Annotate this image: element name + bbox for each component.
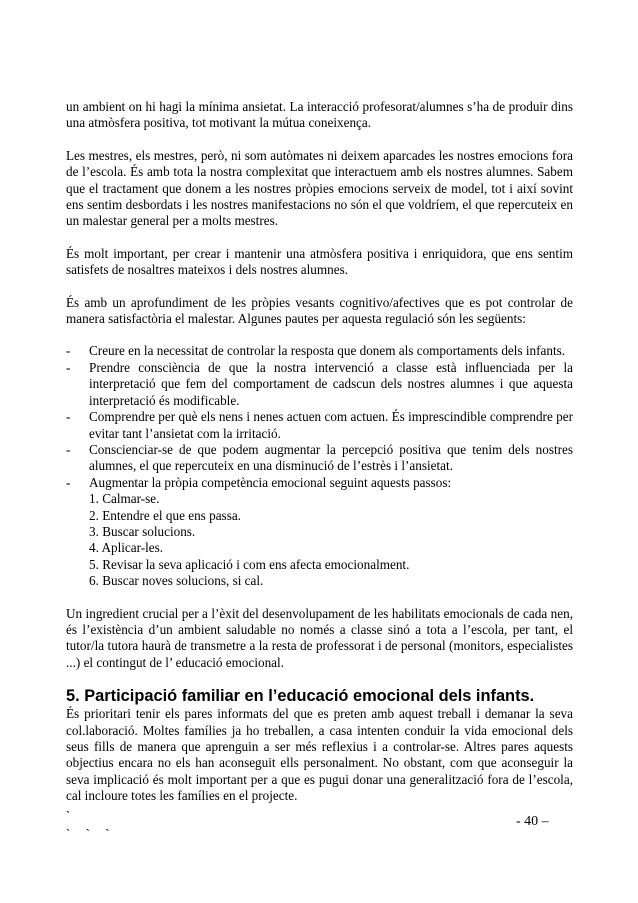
- step-item: 3. Buscar solucions.: [89, 523, 196, 539]
- step-item: 2. Entendre el que ens passa.: [89, 507, 241, 523]
- paragraph-positive-atmosphere: És molt important, per crear i mantenir una atmòsfera positiva i enriquidora, que ens sentim satisfets de nosaltres mateixos i dels nostres alumnes.: [66, 245, 573, 278]
- paragraph-intro: un ambient on hi hagi la mínima ansietat. La interacció profesorat/alumnes s’ha de produir dins una atmòsfera positiva, tot motivant la mútua coneixença.: [66, 99, 573, 131]
- section-heading: 5. Participació familiar en l’educació emocional dels infants.: [66, 687, 535, 706]
- section-paragraph: És prioritari tenir els pares informats del que es preten amb aquest treball i demanar la seva col.laboració. Moltes famílies ja ho treballen, a casa intenten conduir la vida emocional dels seus fills de manera que aprenguin a ser més reflexius i a controlar-se. Altres pares aquests objectius encara no els han aconseguit ells personalment. No obstant, com que aconseguir la seva implicació és molt important per a que es pugui donar una generalització fora de l’escola, cal incloure totes les famílies en el projecte.: [66, 706, 573, 804]
- step-item: 4. Aplicar-les.: [89, 540, 164, 556]
- list-item-label: Augmentar la pròpia competència emocional seguint aquests passos:: [89, 474, 452, 490]
- steps-list: [89, 491, 573, 589]
- page-content: [66, 99, 573, 821]
- list-item: - Conscienciar-se de que podem augmentar la percepció positiva que tenim dels nostres alumnes, el que repercuteix en una disminució de l’estrès i l’ansietat.: [66, 442, 573, 475]
- step-item: 1. Calmar-se.: [89, 491, 160, 507]
- list-item-with-steps: [66, 475, 573, 590]
- paragraph-teachers-emotions: Les mestres, els mestres, però, ni som autòmates ni deixem aparcades les nostres emocions fora de l’escola. És amb tota la nostra complexitat que interactuem amb els nostres alumnes. Sabem que el tractament que donem a les nostres pròpies emocions serveix de model, tot i així sovint ens sentim desbordats i les nostres manifestacions no són el que voldríem, el que repercuteix en un malestar general per a molts mestres.: [66, 147, 573, 229]
- guidelines-list: [66, 343, 573, 589]
- paragraph-closing: Un ingredient crucial per a l’èxit del desenvolupament de les habilitats emocionals de cada nen, és l’existència d’un ambient saludable no només a classe sinó a tota a l’escola, per tant, el tutor/la tutora haurà de transmetre a la resta de professorat i de personal (monitors, especialistes ...) el contingut de l’ educació emocional.: [66, 605, 573, 670]
- paragraph-guidelines-intro: És amb un aprofundiment de les pròpies vesants cognitivo/afectives que es pot controlar de manera satisfactòria el malestar. Algunes pautes per aquesta regulació són les següents:: [66, 294, 573, 327]
- footer-mark-top: `: [66, 808, 71, 823]
- footer-mark-bottom: ` ` `: [66, 826, 116, 841]
- list-item: - Comprendre per què els nens i nenes actuen com actuen. És imprescindible comprendre per evitar tant l’ansietat com la irritació.: [66, 409, 573, 442]
- step-item: 5. Revisar la seva aplicació i com ens afecta emocionalment.: [89, 556, 410, 572]
- page-number: - 40 –: [516, 814, 549, 829]
- step-item: 6. Buscar noves solucions, si cal.: [89, 573, 264, 589]
- list-item: - Prendre consciència de que la nostra intervenció a classe està influenciada per la interpretació que fem del comportament de cadscun dels nostres alumnes i que aquesta interpretació és modificable.: [66, 360, 573, 409]
- list-item: - Creure en la necessitat de controlar la resposta que donem als comportaments dels infants.: [66, 343, 573, 359]
